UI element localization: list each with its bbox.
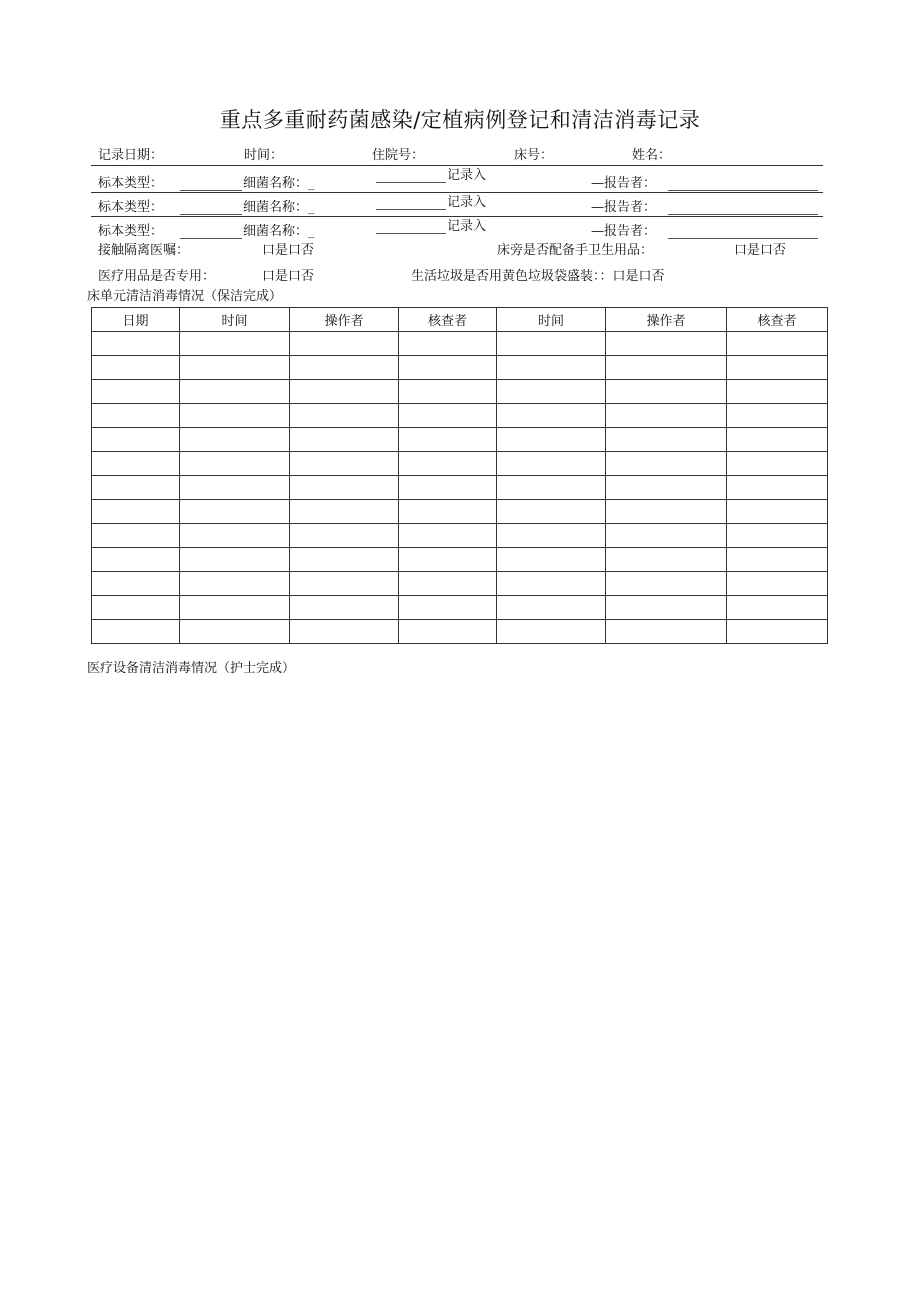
reporter-label: —报告者： xyxy=(591,224,657,239)
table-cell[interactable] xyxy=(92,500,180,524)
specimen-type-field[interactable] xyxy=(180,214,242,215)
table-cell[interactable] xyxy=(497,620,606,644)
col-header-operator-2: 操作者 xyxy=(606,308,727,332)
table-cell[interactable] xyxy=(180,500,290,524)
reporter-label: —报告者： xyxy=(591,176,657,191)
table-cell[interactable] xyxy=(92,452,180,476)
table-row xyxy=(92,428,828,452)
table-cell[interactable] xyxy=(92,356,180,380)
table-cell[interactable] xyxy=(606,524,727,548)
bacteria-name-field[interactable] xyxy=(376,209,446,210)
table-cell[interactable] xyxy=(180,380,290,404)
table-cell[interactable] xyxy=(399,548,497,572)
reporter-field[interactable] xyxy=(668,190,818,191)
reporter-field[interactable] xyxy=(668,214,818,215)
col-header-time-2: 时间 xyxy=(497,308,606,332)
table-cell[interactable] xyxy=(497,572,606,596)
bacteria-name-label: 细菌名称：_ xyxy=(243,200,315,215)
hand-hygiene-checkbox[interactable]: 口是口否 xyxy=(734,243,787,258)
table-cell[interactable] xyxy=(180,596,290,620)
record-in-label: 记录入 xyxy=(447,195,487,210)
table-cell[interactable] xyxy=(606,356,727,380)
table-header-row xyxy=(92,308,828,332)
specimen-type-label: 标本类型： xyxy=(98,176,164,191)
col-header-time: 时间 xyxy=(180,308,290,332)
time-label: 时间： xyxy=(244,148,284,163)
table-cell[interactable] xyxy=(727,332,828,356)
specimen-type-label: 标本类型： xyxy=(98,224,164,239)
table-cell[interactable] xyxy=(727,428,828,452)
isolation-order-label: 接触隔离医嘱： xyxy=(98,243,190,258)
bacteria-name-field[interactable] xyxy=(376,182,446,183)
equipment-cleaning-section-title: 医疗设备清洁消毒情况（护士完成） xyxy=(87,661,296,676)
table-cell[interactable] xyxy=(606,452,727,476)
table-cell[interactable] xyxy=(180,476,290,500)
table-cell[interactable] xyxy=(497,548,606,572)
col-header-checker: 核查者 xyxy=(399,308,497,332)
table-row xyxy=(92,620,828,644)
table-cell[interactable] xyxy=(727,572,828,596)
yellow-bag-label[interactable]: 生活垃圾是否用黄色垃圾袋盛装：：口是口否 xyxy=(411,269,665,284)
bed-cleaning-table xyxy=(91,307,828,644)
header-underline xyxy=(91,165,823,166)
table-cell[interactable] xyxy=(727,452,828,476)
table-cell[interactable] xyxy=(606,596,727,620)
bacteria-name-label: 细菌名称：_ xyxy=(243,176,315,191)
table-cell[interactable] xyxy=(497,524,606,548)
table-row xyxy=(92,524,828,548)
record-date-label: 记录日期： xyxy=(98,148,164,163)
table-cell[interactable] xyxy=(290,452,399,476)
table-cell[interactable] xyxy=(290,548,399,572)
table-cell[interactable] xyxy=(399,452,497,476)
table-cell[interactable] xyxy=(180,620,290,644)
specimen-type-field[interactable] xyxy=(180,190,242,191)
table-cell[interactable] xyxy=(606,572,727,596)
row-divider xyxy=(91,192,823,193)
table-cell[interactable] xyxy=(92,332,180,356)
table-cell[interactable] xyxy=(497,380,606,404)
table-cell[interactable] xyxy=(399,620,497,644)
table-cell[interactable] xyxy=(399,572,497,596)
table-cell[interactable] xyxy=(290,476,399,500)
table-cell[interactable] xyxy=(92,404,180,428)
table-cell[interactable] xyxy=(92,620,180,644)
table-cell[interactable] xyxy=(606,380,727,404)
table-cell[interactable] xyxy=(399,380,497,404)
table-cell[interactable] xyxy=(606,428,727,452)
table-cell[interactable] xyxy=(180,572,290,596)
col-header-date: 日期 xyxy=(92,308,180,332)
table-cell[interactable] xyxy=(290,380,399,404)
table-cell[interactable] xyxy=(290,500,399,524)
page-title: 重点多重耐药菌感染/定植病例登记和清洁消毒记录 xyxy=(219,108,701,132)
table-cell[interactable] xyxy=(180,332,290,356)
table-cell[interactable] xyxy=(497,356,606,380)
table-cell[interactable] xyxy=(399,500,497,524)
table-cell[interactable] xyxy=(290,596,399,620)
table-cell[interactable] xyxy=(180,524,290,548)
table-cell[interactable] xyxy=(290,572,399,596)
table-cell[interactable] xyxy=(290,356,399,380)
table-cell[interactable] xyxy=(497,452,606,476)
table-cell[interactable] xyxy=(606,404,727,428)
table-cell[interactable] xyxy=(92,572,180,596)
table-cell[interactable] xyxy=(497,428,606,452)
table-cell[interactable] xyxy=(399,524,497,548)
table-row xyxy=(92,596,828,620)
table-cell[interactable] xyxy=(92,596,180,620)
table-cell[interactable] xyxy=(497,476,606,500)
table-cell[interactable] xyxy=(497,404,606,428)
table-cell[interactable] xyxy=(290,620,399,644)
table-cell[interactable] xyxy=(497,500,606,524)
table-cell[interactable] xyxy=(497,596,606,620)
bacteria-name-field[interactable] xyxy=(376,233,446,234)
table-cell[interactable] xyxy=(92,476,180,500)
table-cell[interactable] xyxy=(727,524,828,548)
table-cell[interactable] xyxy=(92,428,180,452)
table-cell[interactable] xyxy=(180,404,290,428)
specimen-type-label: 标本类型： xyxy=(98,200,164,215)
specimen-type-field[interactable] xyxy=(180,238,242,239)
isolation-order-checkbox[interactable]: 口是口否 xyxy=(262,243,315,258)
table-cell[interactable] xyxy=(727,548,828,572)
dedicated-supplies-label: 医疗用品是否专用： xyxy=(98,269,216,284)
table-cell[interactable] xyxy=(399,356,497,380)
patient-name-label: 姓名： xyxy=(632,148,672,163)
table-cell[interactable] xyxy=(180,452,290,476)
table-cell[interactable] xyxy=(727,404,828,428)
table-cell[interactable] xyxy=(399,596,497,620)
table-cell[interactable] xyxy=(727,596,828,620)
table-cell[interactable] xyxy=(727,476,828,500)
reporter-field[interactable] xyxy=(668,238,818,239)
col-header-checker-2: 核查者 xyxy=(727,308,828,332)
table-row xyxy=(92,452,828,476)
hand-hygiene-label: 床旁是否配备手卫生用品： xyxy=(497,243,654,258)
table-cell[interactable] xyxy=(606,476,727,500)
table-cell[interactable] xyxy=(290,332,399,356)
record-in-label: 记录入 xyxy=(447,168,487,183)
table-row xyxy=(92,548,828,572)
table-cell[interactable] xyxy=(92,524,180,548)
reporter-label: —报告者： xyxy=(591,200,657,215)
table-row xyxy=(92,332,828,356)
table-row xyxy=(92,404,828,428)
table-cell[interactable] xyxy=(180,356,290,380)
table-row xyxy=(92,500,828,524)
bacteria-name-label: 细菌名称：_ xyxy=(243,224,315,239)
col-header-operator: 操作者 xyxy=(290,308,399,332)
record-in-label: 记录入 xyxy=(447,219,487,234)
table-cell[interactable] xyxy=(399,332,497,356)
table-cell[interactable] xyxy=(606,500,727,524)
row-divider xyxy=(91,216,823,217)
dedicated-supplies-checkbox[interactable]: 口是口否 xyxy=(262,269,315,284)
table-cell[interactable] xyxy=(727,620,828,644)
table-cell[interactable] xyxy=(399,476,497,500)
table-cell[interactable] xyxy=(92,380,180,404)
table-cell[interactable] xyxy=(399,428,497,452)
table-cell[interactable] xyxy=(606,548,727,572)
bed-cleaning-section-title: 床单元清洁消毒情况（保洁完成） xyxy=(87,289,283,304)
table-cell[interactable] xyxy=(497,332,606,356)
table-cell[interactable] xyxy=(180,548,290,572)
table-cell[interactable] xyxy=(290,524,399,548)
table-cell[interactable] xyxy=(606,620,727,644)
table-cell[interactable] xyxy=(180,428,290,452)
table-row xyxy=(92,380,828,404)
table-row xyxy=(92,356,828,380)
table-cell[interactable] xyxy=(92,548,180,572)
table-cell[interactable] xyxy=(399,404,497,428)
table-cell[interactable] xyxy=(606,332,727,356)
table-cell[interactable] xyxy=(727,356,828,380)
table-row xyxy=(92,476,828,500)
table-cell[interactable] xyxy=(727,500,828,524)
admission-no-label: 住院号： xyxy=(372,148,425,163)
table-cell[interactable] xyxy=(727,380,828,404)
table-cell[interactable] xyxy=(290,428,399,452)
table-cell[interactable] xyxy=(290,404,399,428)
bed-no-label: 床号： xyxy=(514,148,554,163)
table-row xyxy=(92,572,828,596)
